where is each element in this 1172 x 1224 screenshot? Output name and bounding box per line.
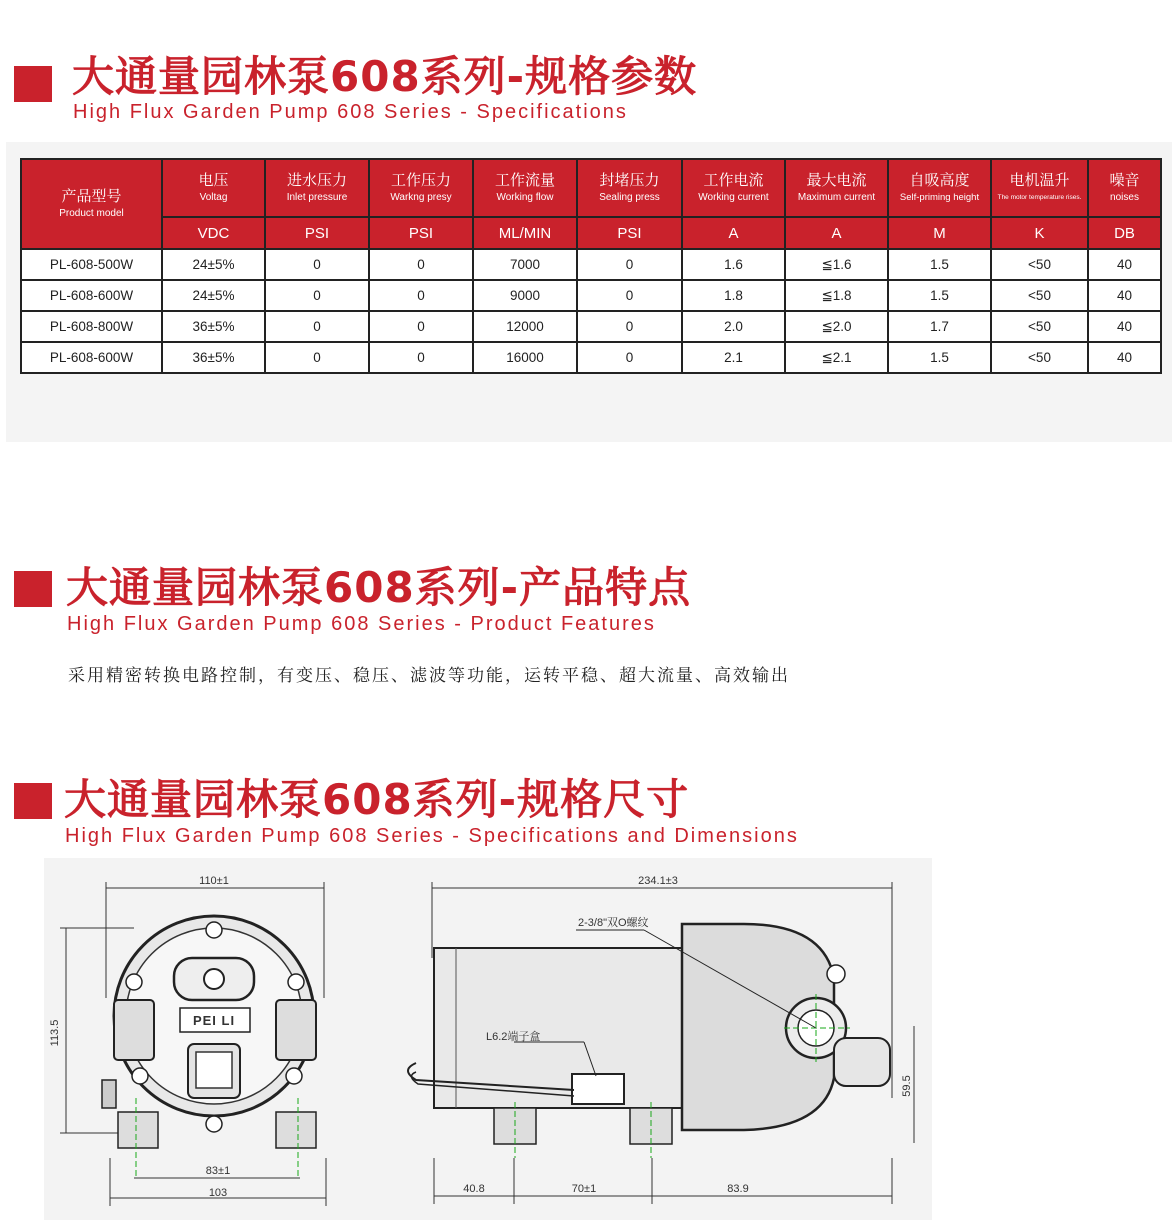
- table-cell: ≦2.1: [785, 342, 888, 373]
- table-cell: 0: [369, 311, 473, 342]
- col-header-3: 工作压力 Warkng presy: [369, 159, 473, 217]
- table-row: [21, 342, 1161, 373]
- table-cell: ≦1.6: [785, 249, 888, 280]
- dimensions-subtitle: High Flux Garden Pump 608 Series - Specifications and Dimensions: [65, 825, 799, 847]
- dimensions-title: 大通量园林泵608系列-规格尺寸: [64, 775, 690, 824]
- section-marker-features: [14, 571, 52, 607]
- side-inlet-port: [834, 1038, 890, 1086]
- screw-icon: [206, 922, 222, 938]
- screw-icon: [827, 965, 845, 983]
- col-header-0: 产品型号 Product model: [21, 159, 162, 249]
- table-cell: ≦1.8: [785, 280, 888, 311]
- table-cell: 12000: [473, 311, 577, 342]
- col-header-6: 工作电流 Working current: [682, 159, 785, 217]
- unit-cell: ML/MIN: [473, 217, 577, 249]
- col-header-9: 电机温升 The motor temperature rises.: [991, 159, 1088, 217]
- col-header-5: 封堵压力 Sealing press: [577, 159, 682, 217]
- table-cell: 40: [1088, 280, 1161, 311]
- table-cell: 2.1: [682, 342, 785, 373]
- table-cell: 1.8: [682, 280, 785, 311]
- table-cell: 0: [265, 342, 369, 373]
- screw-icon: [206, 1116, 222, 1132]
- table-row: [21, 311, 1161, 342]
- front-outlet-port: [276, 1000, 316, 1060]
- dim-length: 234.1±3: [638, 875, 678, 887]
- table-header-row: [21, 159, 1161, 217]
- screw-icon: [286, 1068, 302, 1084]
- screw-icon: [288, 974, 304, 990]
- section-marker-dimensions: [14, 783, 52, 819]
- table-cell: 36±5%: [162, 311, 265, 342]
- table-cell: 1.7: [888, 311, 991, 342]
- features-text: 采用精密转换电路控制，有变压、稳压、滤波等功能，运转平稳、超大流量、高效输出: [68, 666, 790, 686]
- front-inlet-port: [114, 1000, 154, 1060]
- dim-height-right: 59.5: [901, 1075, 913, 1097]
- table-cell: 0: [265, 280, 369, 311]
- table-cell: 16000: [473, 342, 577, 373]
- unit-cell: A: [785, 217, 888, 249]
- terminal-box: [572, 1074, 624, 1104]
- pump-drawing-svg: [44, 858, 932, 1220]
- table-cell: 0: [369, 249, 473, 280]
- table-cell: 24±5%: [162, 280, 265, 311]
- dim-bottom-left: 40.8: [463, 1183, 485, 1195]
- table-unit-row: [21, 217, 1161, 249]
- table-cell: 40: [1088, 342, 1161, 373]
- table-cell: 1.6: [682, 249, 785, 280]
- unit-cell: PSI: [265, 217, 369, 249]
- dimension-drawing: [44, 858, 932, 1220]
- table-cell: <50: [991, 311, 1088, 342]
- table-cell: 0: [265, 249, 369, 280]
- dim-height: 113.5: [49, 1019, 61, 1047]
- table-row: [21, 249, 1161, 280]
- table-cell: 24±5%: [162, 249, 265, 280]
- table-row: [21, 280, 1161, 311]
- col-header-4: 工作流量 Working flow: [473, 159, 577, 217]
- table-cell: 1.5: [888, 249, 991, 280]
- col-header-8: 自吸高度 Self-priming height: [888, 159, 991, 217]
- specs-title: 大通量园林泵608系列-规格参数: [72, 52, 698, 101]
- table-cell: 40: [1088, 249, 1161, 280]
- unit-cell: A: [682, 217, 785, 249]
- front-view: [102, 916, 316, 1176]
- table-cell: ≦2.0: [785, 311, 888, 342]
- table-cell: PL-608-600W: [21, 280, 162, 311]
- front-logo: PEI LI: [192, 1013, 236, 1028]
- screw-icon: [132, 1068, 148, 1084]
- table-cell: 9000: [473, 280, 577, 311]
- dim-bottom-mid: 70±1: [571, 1183, 597, 1195]
- table-cell: 0: [577, 249, 682, 280]
- col-header-2: 进水压力 Inlet pressure: [265, 159, 369, 217]
- table-cell: 0: [369, 280, 473, 311]
- col-header-7: 最大电流 Maximum current: [785, 159, 888, 217]
- unit-cell: PSI: [369, 217, 473, 249]
- terminal-note: L6.2端子盒: [486, 1031, 541, 1043]
- section-marker-specs: [14, 66, 52, 102]
- table-cell: <50: [991, 249, 1088, 280]
- col-header-10: 噪音 noises: [1088, 159, 1161, 217]
- side-view: [408, 924, 890, 1158]
- unit-cell: PSI: [577, 217, 682, 249]
- table-cell: 0: [577, 280, 682, 311]
- table-cell: 2.0: [682, 311, 785, 342]
- table-cell: 1.5: [888, 342, 991, 373]
- dim-base-width: 103: [208, 1187, 228, 1199]
- table-cell: 36±5%: [162, 342, 265, 373]
- front-foot-right: [276, 1112, 316, 1148]
- unit-cell: DB: [1088, 217, 1161, 249]
- dim-width-top: 110±1: [199, 875, 229, 887]
- table-cell: 0: [577, 342, 682, 373]
- thread-note: 2-3/8"双O螺纹: [578, 917, 649, 929]
- front-foot-left: [118, 1112, 158, 1148]
- unit-cell: K: [991, 217, 1088, 249]
- col-header-1: 电压 Voltag: [162, 159, 265, 217]
- table-cell: 1.5: [888, 280, 991, 311]
- table-cell: <50: [991, 280, 1088, 311]
- specs-subtitle: High Flux Garden Pump 608 Series - Specifications: [73, 101, 628, 123]
- table-cell: 7000: [473, 249, 577, 280]
- table-cell: <50: [991, 342, 1088, 373]
- table-cell: PL-608-600W: [21, 342, 162, 373]
- dim-foot-spacing: 83±1: [205, 1165, 231, 1177]
- table-cell: PL-608-800W: [21, 311, 162, 342]
- screw-icon: [126, 974, 142, 990]
- table-cell: PL-608-500W: [21, 249, 162, 280]
- table-cell: 0: [369, 342, 473, 373]
- table-cell: 40: [1088, 311, 1161, 342]
- unit-cell: VDC: [162, 217, 265, 249]
- table-cell: 0: [265, 311, 369, 342]
- table-cell: 0: [577, 311, 682, 342]
- spec-table: [20, 158, 1162, 374]
- dim-bottom-right: 83.9: [727, 1183, 749, 1195]
- unit-cell: M: [888, 217, 991, 249]
- features-subtitle: High Flux Garden Pump 608 Series - Product Features: [67, 613, 656, 635]
- features-title: 大通量园林泵608系列-产品特点: [66, 563, 692, 612]
